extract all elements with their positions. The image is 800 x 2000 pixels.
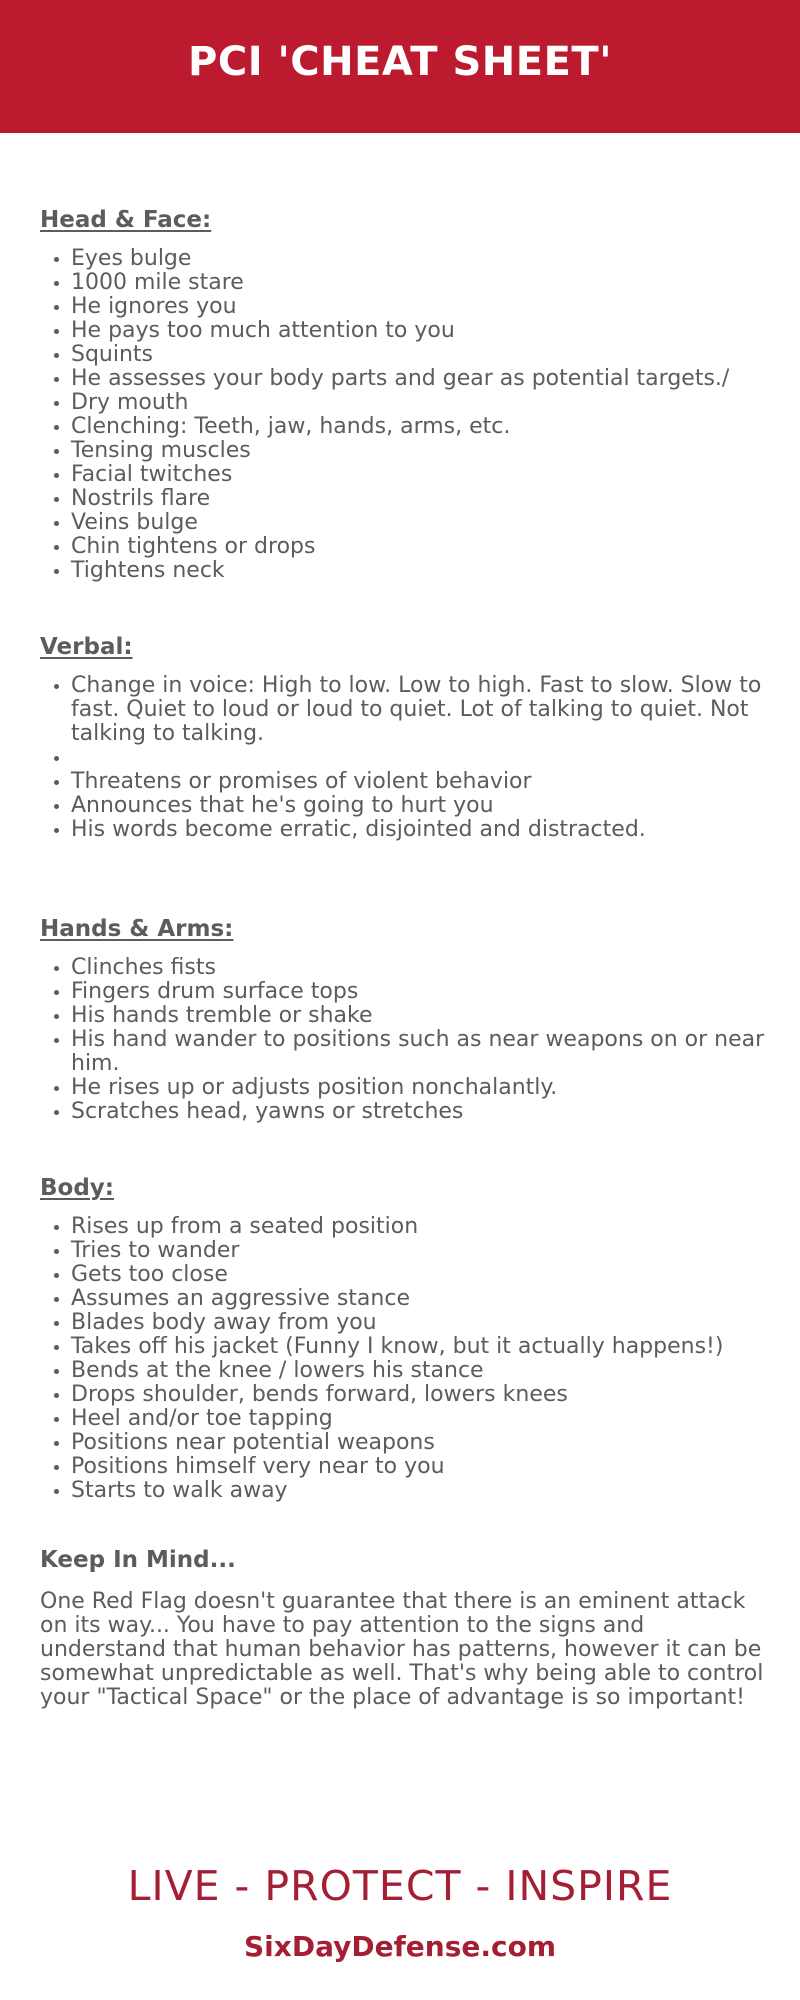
footer-website: SixDayDefense.com [244, 1930, 556, 1963]
list-item: • Takes off his jacket (Funny I know, but it actually happens!) [71, 1335, 770, 1359]
section-head-face [40, 203, 770, 583]
list-item: • Positions himself very near to you [71, 1455, 770, 1479]
header-banner [0, 0, 800, 133]
section-keep-in-mind [40, 1543, 770, 1710]
list-item: • Clenching: Teeth, jaw, hands, arms, etc. [71, 415, 770, 439]
list-item: • Blades body away from you [71, 1311, 770, 1335]
bullet-list [40, 1215, 770, 1503]
section-heading: Hands & Arms: [40, 916, 234, 942]
content-area [40, 203, 770, 1710]
bullet-list [40, 956, 770, 1124]
section-hands-arms [40, 912, 770, 1124]
list-item: • He assesses your body parts and gear as potential targets./ [71, 367, 770, 391]
list-item: • Threatens or promises of violent behavior [71, 770, 770, 794]
list-item: • Squints [71, 343, 770, 367]
list-item: • Eyes bulge [71, 247, 770, 271]
section-body [40, 1171, 770, 1503]
list-item: • His words become erratic, disjointed and distracted. [71, 818, 770, 842]
list-item: • Positions near potential weapons [71, 1431, 770, 1455]
list-item: • Rises up from a seated position [71, 1215, 770, 1239]
list-item: • Scratches head, yawns or stretches [71, 1100, 770, 1124]
list-item: • Fingers drum surface tops [71, 980, 770, 1004]
list-item: • Gets too close [71, 1263, 770, 1287]
section-heading: Verbal: [40, 634, 133, 660]
list-item: • Tensing muscles [71, 439, 770, 463]
list-item: • 1000 mile stare [71, 271, 770, 295]
list-item: • Bends at the knee / lowers his stance [71, 1359, 770, 1383]
keep-in-mind-paragraph: One Red Flag doesn't guarantee that there is an eminent attack on its way... You have to pay attention to the signs and understand that human behavior has patterns, however it can be somewhat unpredictable as well. That's why being able to control your "Tactical Space" or the place of advantage is so important! [40, 1589, 764, 1710]
section-verbal [40, 630, 770, 842]
list-item: • Dry mouth [71, 391, 770, 415]
list-item: • Drops shoulder, bends forward, lowers knees [71, 1383, 770, 1407]
list-item-empty [71, 746, 770, 770]
footer-tagline: LIVE - PROTECT - INSPIRE [127, 1862, 673, 1910]
list-item: • He pays too much attention to you [71, 319, 770, 343]
page-title: PCI 'CHEAT SHEET' [188, 38, 612, 85]
list-item: • His hand wander to positions such as near weapons on or near him. [71, 1028, 770, 1076]
list-item: • Tries to wander [71, 1239, 770, 1263]
list-item: • Tightens neck [71, 559, 770, 583]
list-item: • His hands tremble or shake [71, 1004, 770, 1028]
list-item: • Heel and/or toe tapping [71, 1407, 770, 1431]
bullet-list [40, 674, 770, 842]
list-item: • Veins bulge [71, 511, 770, 535]
list-item: • He ignores you [71, 295, 770, 319]
list-item: • Change in voice: High to low. Low to high. Fast to slow. Slow to fast. Quiet to loud or loud to quiet. Lot of talking to quiet. Not talking to talking. [71, 674, 770, 746]
list-item: • Assumes an aggressive stance [71, 1287, 770, 1311]
list-item: • Starts to walk away [71, 1479, 770, 1503]
bullet-list [40, 247, 770, 583]
list-item: • Announces that he's going to hurt you [71, 794, 770, 818]
section-heading: Head & Face: [40, 207, 212, 233]
section-heading: Body: [40, 1175, 114, 1201]
list-item: • Nostrils flare [71, 487, 770, 511]
list-item: • Clinches fists [71, 956, 770, 980]
list-item: • He rises up or adjusts position nonchalantly. [71, 1076, 770, 1100]
list-item: • Chin tightens or drops [71, 535, 770, 559]
list-item: • Facial twitches [71, 463, 770, 487]
section-heading: Keep In Mind... [40, 1547, 236, 1573]
